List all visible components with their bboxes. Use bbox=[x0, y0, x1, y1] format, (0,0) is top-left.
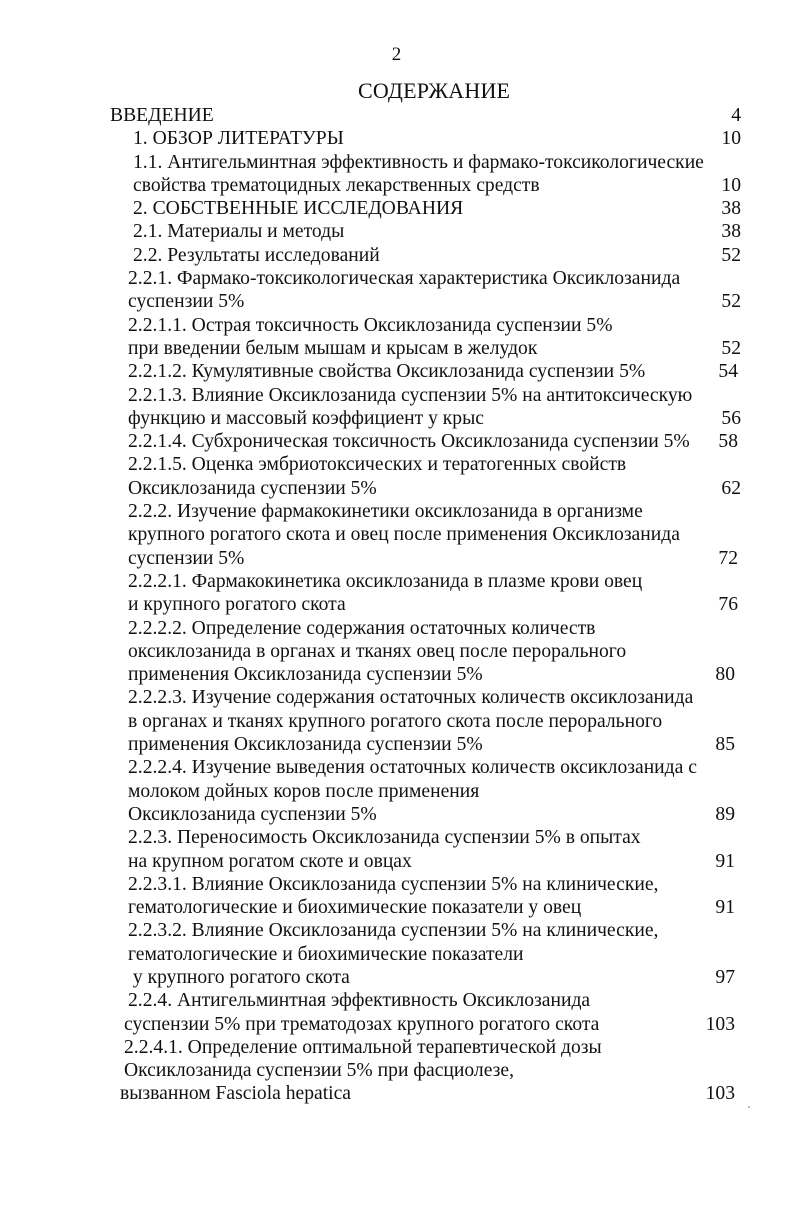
toc-entry-text: гематологические и биохимические показатели у овец bbox=[128, 897, 582, 919]
toc-entry bbox=[0, 337, 793, 360]
toc-entry-page: 76 bbox=[718, 594, 738, 616]
toc-entry-page: 103 bbox=[705, 1083, 735, 1105]
toc-entry bbox=[0, 663, 793, 686]
toc-entry-text: суспензии 5% bbox=[128, 291, 245, 313]
toc-entry-text: в органах и тканях крупного рогатого скота после перорального bbox=[128, 710, 663, 732]
toc-entry-text: 2.2.2.4. Изучение выведения остаточных количеств оксиклозанида с bbox=[128, 757, 697, 779]
toc-entry-text: 1. ОБЗОР ЛИТЕРАТУРЫ bbox=[133, 128, 344, 150]
toc-entry-text: 2.2.3.1. Влияние Оксиклозанида суспензии 5% на клинические, bbox=[128, 873, 659, 895]
toc-entry-text: гематологические и биохимические показатели bbox=[128, 943, 524, 965]
toc-entry-text: 1.1. Антигельминтная эффективность и фармако-токсикологические bbox=[133, 151, 704, 173]
toc-entry-text: суспензии 5% при трематодозах крупного рогатого скота bbox=[124, 1013, 600, 1035]
toc-entry bbox=[0, 686, 793, 709]
toc-entry-text: ВВЕДЕНИЕ bbox=[110, 105, 214, 126]
toc-entry-text: 2.2.1.3. Влияние Оксиклозанида суспензии 5% на антитоксическую bbox=[128, 384, 693, 406]
toc-entry bbox=[0, 803, 793, 826]
toc-entry-text: Оксиклозанида суспензии 5% bbox=[128, 803, 377, 825]
toc-entry-text: суспензии 5% bbox=[128, 547, 245, 569]
toc-entry-text: 2.2.4. Антигельминтная эффективность Оксиклозанида bbox=[128, 990, 591, 1012]
toc-entry-text: 2.2.3. Переносимость Оксиклозанида суспензии 5% в опытах bbox=[128, 827, 641, 849]
toc-entry bbox=[0, 523, 793, 546]
toc-entry-page: 89 bbox=[715, 803, 735, 825]
toc-entry-page: 80 bbox=[715, 664, 735, 686]
toc-entry bbox=[0, 1036, 793, 1059]
toc-entry-text: 2.2.1. Фармако-токсикологическая характеристика Оксиклозанида bbox=[128, 268, 681, 290]
toc-entry bbox=[0, 360, 793, 383]
toc-entry-text: 2.2.4.1. Определение оптимальной терапевтической дозы bbox=[124, 1036, 602, 1058]
toc-entry bbox=[0, 244, 793, 267]
toc-entry bbox=[0, 826, 793, 849]
toc-entry bbox=[0, 104, 793, 127]
table-of-contents bbox=[0, 104, 793, 1106]
toc-entry-page: 97 bbox=[715, 966, 735, 988]
toc-entry-text: молоком дойных коров после применения bbox=[128, 780, 480, 802]
toc-entry bbox=[0, 640, 793, 663]
toc-entry-text: применения Оксиклозанида суспензии 5% bbox=[128, 734, 483, 756]
toc-entry bbox=[0, 919, 793, 942]
toc-entry-text: свойства трематоцидных лекарственных средств bbox=[133, 174, 540, 196]
toc-entry-page: 38 bbox=[721, 198, 741, 220]
toc-entry-page: 38 bbox=[721, 221, 741, 243]
toc-entry bbox=[0, 966, 793, 989]
toc-entry-page: 72 bbox=[718, 547, 738, 569]
toc-entry bbox=[0, 314, 793, 337]
toc-entry-page: 91 bbox=[715, 897, 735, 919]
toc-entry-text: 2.2.3.2. Влияние Оксиклозанида суспензии 5% на клинические, bbox=[128, 920, 659, 942]
toc-entry-text: 2.2.1.1. Острая токсичность Оксиклозанида суспензии 5% bbox=[128, 314, 613, 336]
toc-entry bbox=[0, 873, 793, 896]
toc-entry-page: 62 bbox=[721, 477, 741, 499]
toc-entry-text: 2.2.1.4. Субхроническая токсичность Оксиклозанида суспензии 5% bbox=[128, 431, 690, 453]
toc-entry-text: функцию и массовый коэффициент у крыс bbox=[128, 407, 484, 429]
toc-entry-text: оксиклозанида в органах и тканях овец после перорального bbox=[128, 640, 627, 662]
toc-entry bbox=[0, 290, 793, 313]
toc-entry bbox=[0, 127, 793, 150]
toc-entry-page: 91 bbox=[715, 850, 735, 872]
toc-entry-text: 2. СОБСТВЕННЫЕ ИССЛЕДОВАНИЯ bbox=[133, 198, 464, 220]
toc-entry bbox=[0, 500, 793, 523]
toc-entry-text: 2.2.2. Изучение фармакокинетики оксиклозанида в организме bbox=[128, 501, 643, 523]
toc-entry bbox=[0, 617, 793, 640]
toc-entry bbox=[0, 1013, 793, 1036]
toc-entry-page: 4 bbox=[731, 105, 741, 126]
toc-entry-text: Оксиклозанида суспензии 5% при фасциолезе, bbox=[124, 1060, 514, 1082]
toc-entry-text: крупного рогатого скота и овец после применения Оксиклозанида bbox=[128, 524, 680, 546]
toc-title: СОДЕРЖАНИЕ bbox=[358, 78, 511, 103]
toc-entry-text: 2.2. Результаты исследований bbox=[133, 244, 380, 266]
toc-entry bbox=[0, 570, 793, 593]
toc-entry bbox=[0, 430, 793, 453]
toc-entry bbox=[0, 407, 793, 430]
toc-entry bbox=[0, 989, 793, 1012]
toc-entry-page: 10 bbox=[721, 174, 741, 196]
page-number: 2 bbox=[391, 44, 402, 65]
toc-entry-text: вызванном Fasciola hepatica bbox=[120, 1083, 352, 1105]
toc-entry bbox=[0, 477, 793, 500]
toc-entry-text: 2.2.2.1. Фармакокинетика оксиклозанида в плазме крови овец bbox=[128, 570, 643, 592]
toc-entry-page: 10 bbox=[721, 128, 741, 150]
toc-entry bbox=[0, 850, 793, 873]
toc-entry-text: 2.2.1.5. Оценка эмбриотоксических и тератогенных свойств bbox=[128, 454, 627, 476]
toc-entry bbox=[0, 710, 793, 733]
toc-entry-page: 52 bbox=[721, 244, 741, 266]
toc-entry bbox=[0, 593, 793, 616]
toc-entry bbox=[0, 453, 793, 476]
toc-entry-page: 103 bbox=[705, 1013, 735, 1035]
toc-entry-text: 2.2.2.3. Изучение содержания остаточных количеств оксиклозанида bbox=[128, 687, 694, 709]
toc-entry bbox=[0, 733, 793, 756]
toc-entry-text: применения Оксиклозанида суспензии 5% bbox=[128, 664, 483, 686]
toc-entry-text: у крупного рогатого скота bbox=[128, 966, 350, 988]
toc-entry bbox=[0, 756, 793, 779]
toc-entry-text: 2.1. Материалы и методы bbox=[133, 221, 345, 243]
toc-entry-page: 85 bbox=[715, 734, 735, 756]
toc-entry bbox=[0, 943, 793, 966]
toc-entry bbox=[0, 174, 793, 197]
toc-entry bbox=[0, 384, 793, 407]
toc-entry-text: Оксиклозанида суспензии 5% bbox=[128, 477, 377, 499]
toc-entry-page: 56 bbox=[721, 407, 741, 429]
toc-entry-page: 52 bbox=[721, 337, 741, 359]
toc-entry-text: при введении белым мышам и крысам в желудок bbox=[128, 337, 538, 359]
toc-entry-page: 58 bbox=[718, 431, 738, 453]
toc-entry bbox=[0, 896, 793, 919]
toc-entry bbox=[0, 267, 793, 290]
toc-entry-text: 2.2.1.2. Кумулятивные свойства Оксиклозанида суспензии 5% bbox=[128, 361, 646, 383]
scan-speck bbox=[748, 1106, 750, 1108]
toc-entry bbox=[0, 197, 793, 220]
toc-entry-text: и крупного рогатого скота bbox=[128, 594, 346, 616]
toc-entry-text: 2.2.2.2. Определение содержания остаточных количеств bbox=[128, 617, 596, 639]
toc-entry bbox=[0, 780, 793, 803]
toc-entry-text: на крупном рогатом скоте и овцах bbox=[128, 850, 412, 872]
toc-entry bbox=[0, 1059, 793, 1082]
toc-entry bbox=[0, 547, 793, 570]
toc-entry bbox=[0, 151, 793, 174]
toc-entry bbox=[0, 220, 793, 243]
toc-entry-page: 54 bbox=[718, 361, 738, 383]
toc-entry-page: 52 bbox=[721, 291, 741, 313]
toc-entry bbox=[0, 1082, 793, 1105]
